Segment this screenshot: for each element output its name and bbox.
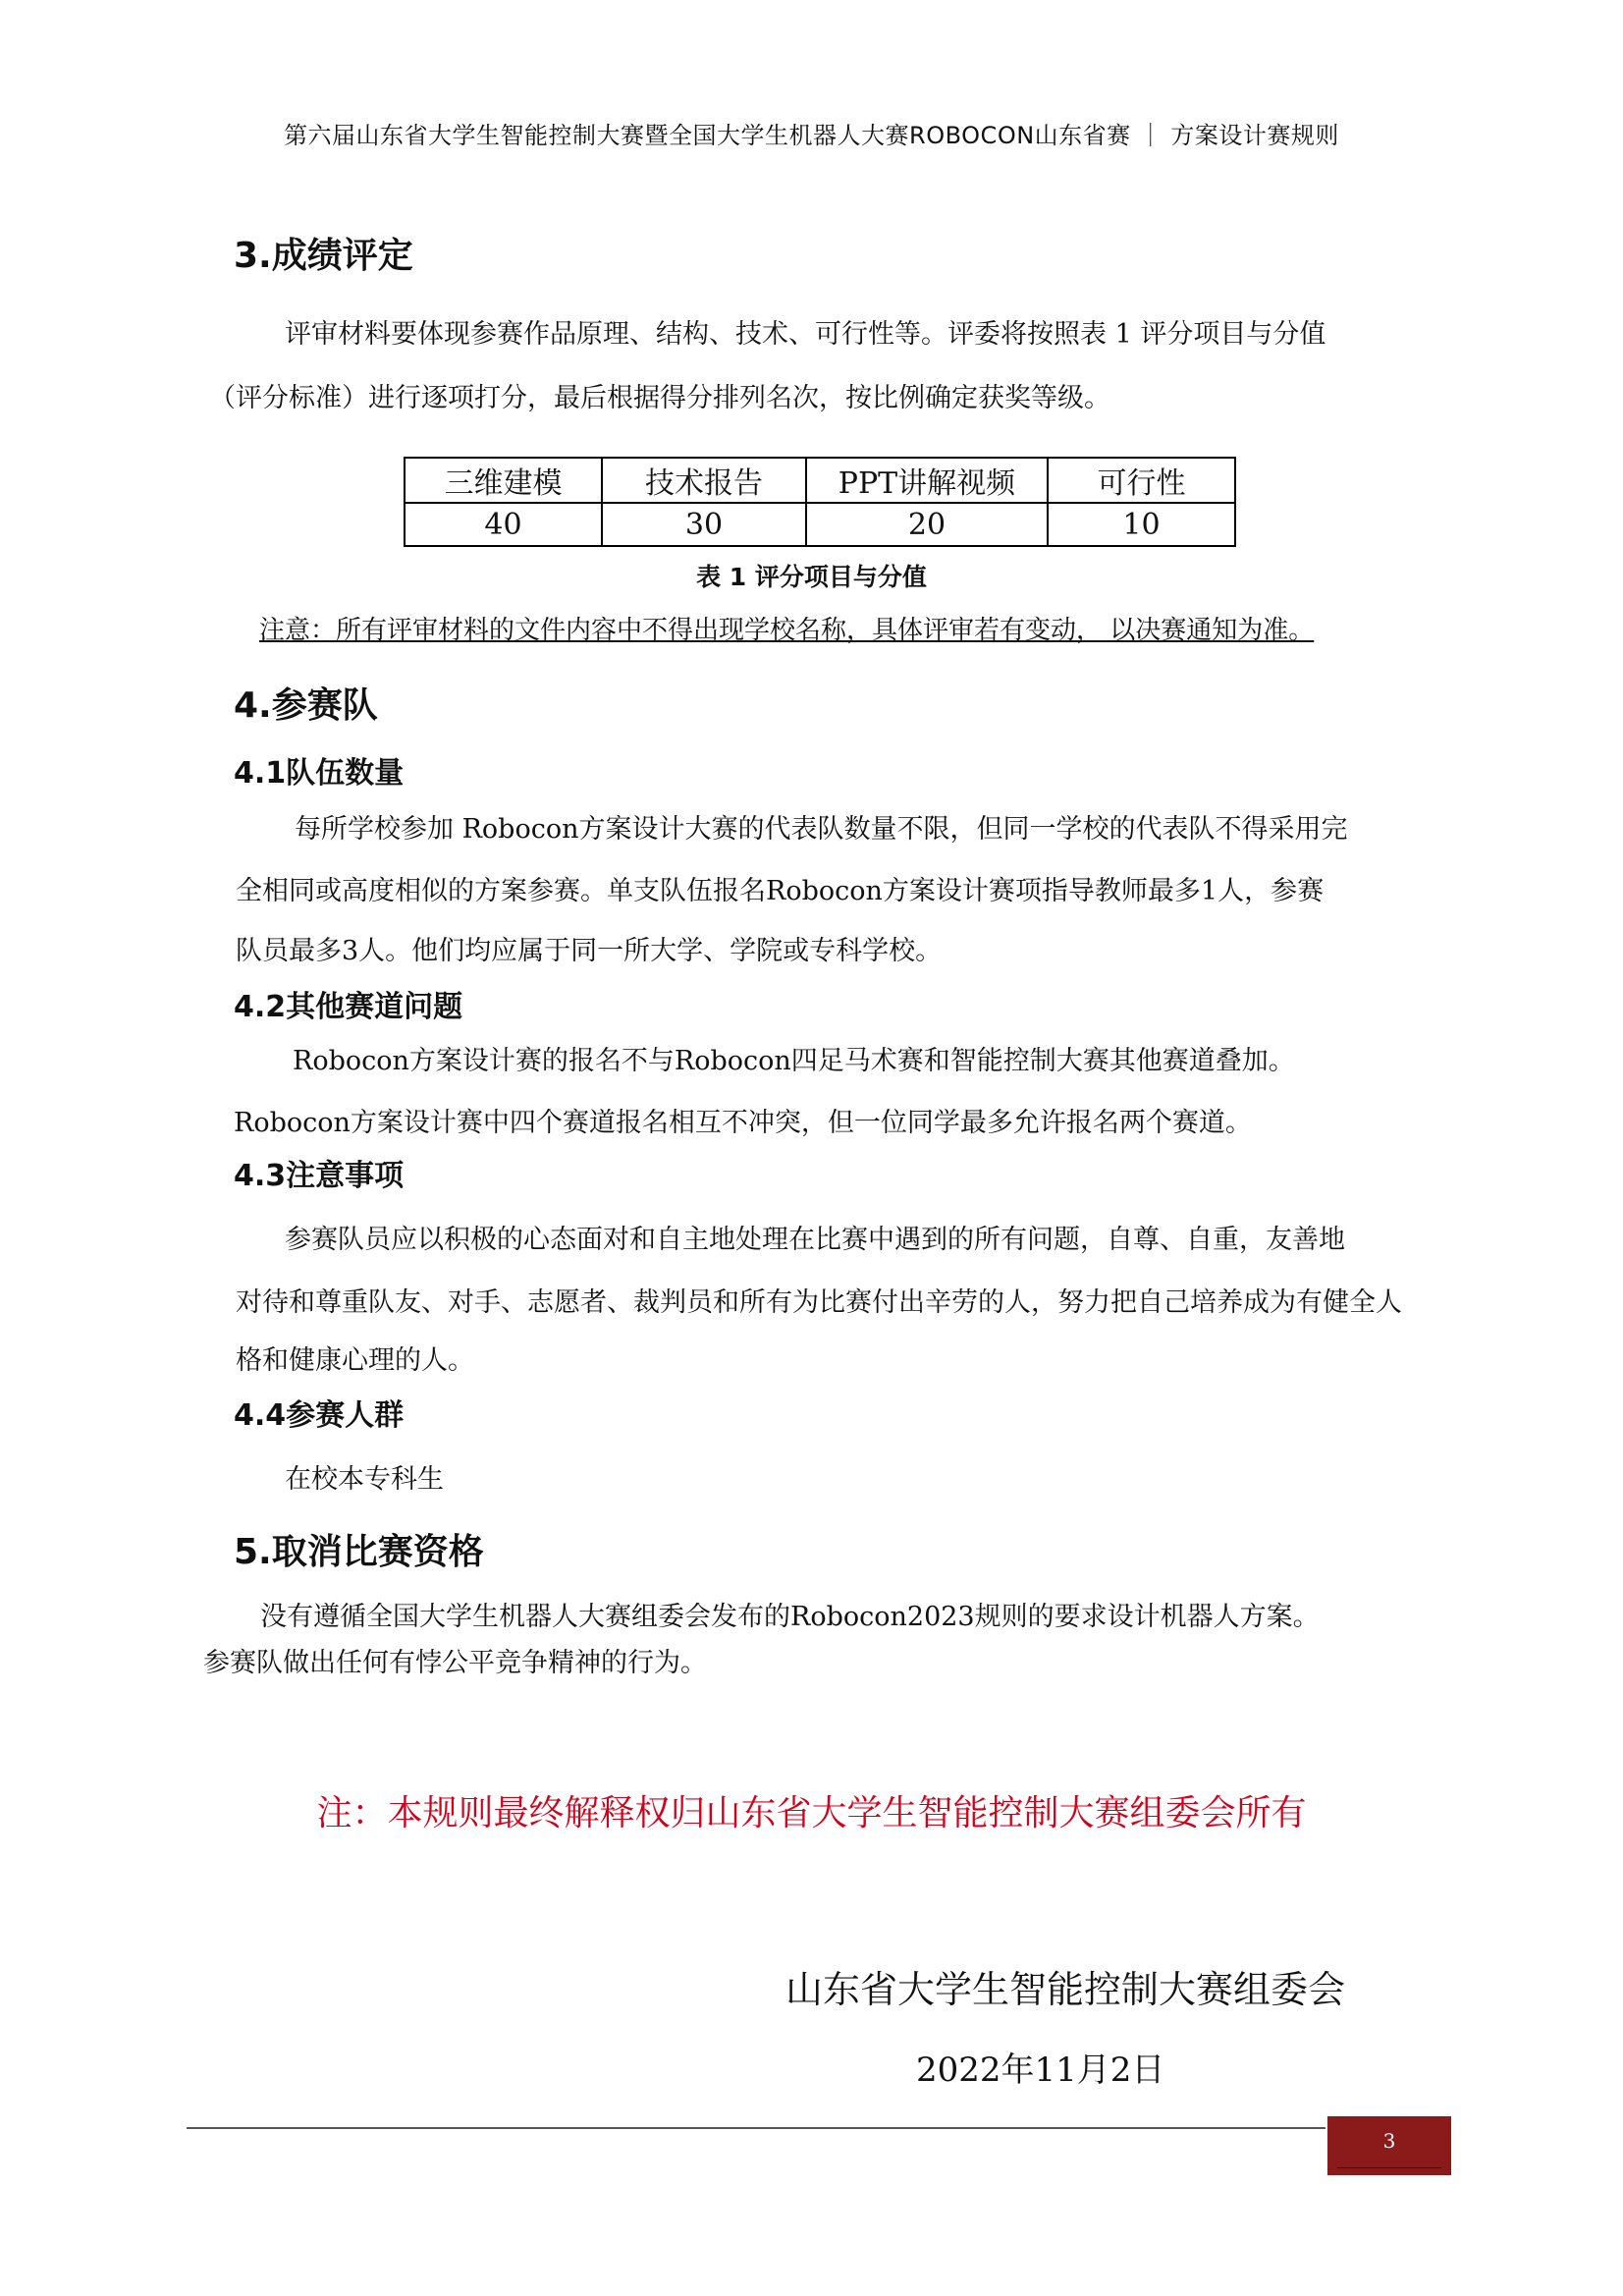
section-3-line-1: 评审材料要体现参赛作品原理、结构、技术、可行性等。评委将按照表 1 评分项目与分值	[285, 319, 1326, 350]
section-4-2-heading: 4.2其他赛道问题	[234, 990, 463, 1024]
footer-divider	[187, 2127, 1325, 2129]
score-value-cell: 10	[1048, 503, 1235, 546]
section-4-1-line-3: 队员最多3人。他们均应属于同一所大学、学院或专科学校。	[236, 936, 943, 966]
table-caption: 表 1 评分项目与分值	[696, 563, 927, 591]
score-value-cell: 40	[405, 503, 602, 546]
section-4-2-line-1: Robocon方案设计赛的报名不与Robocon四足马术赛和智能控制大赛其他赛道叠加。	[293, 1046, 1295, 1076]
section-4-3-heading: 4.3注意事项	[234, 1159, 405, 1193]
score-value-cell: 30	[602, 503, 806, 546]
page-number: 3	[1382, 2129, 1396, 2153]
score-value-cell: 20	[806, 503, 1048, 546]
page-number-underline	[1337, 2167, 1441, 2168]
section-4-3-line-3: 格和健康心理的人。	[236, 1345, 474, 1376]
score-table	[404, 457, 1236, 547]
review-note: 注意：所有评审材料的文件内容中不得出现学校名称，具体评审若有变动， 以决赛通知为准。	[259, 616, 1315, 645]
signature-org: 山东省大学生智能控制大赛组委会	[785, 1968, 1346, 2011]
section-3-line-2: （评分标准）进行逐项打分，最后根据得分排列名次，按比例确定获奖等级。	[209, 383, 1110, 413]
score-table-value-row	[405, 503, 1235, 546]
section-4-1-line-2: 全相同或高度相似的方案参赛。单支队伍报名Robocon方案设计赛项指导教师最多1人，参赛	[236, 876, 1325, 906]
section-4-3-line-2: 对待和尊重队友、对手、志愿者、裁判员和所有为比赛付出辛劳的人，努力把自己培养成为有健全人	[236, 1287, 1402, 1318]
score-header-cell: 技术报告	[602, 458, 806, 503]
section-4-2-line-2: Robocon方案设计赛中四个赛道报名相互不冲突，但一位同学最多允许报名两个赛道。	[234, 1108, 1252, 1138]
section-5-line-2: 参赛队做出任何有悖公平竞争精神的行为。	[203, 1648, 707, 1678]
section-4-heading: 4.参赛队	[234, 685, 378, 726]
section-5-line-1: 没有遵循全国大学生机器人大赛组委会发布的Robocon2023规则的要求设计机器人方案。	[260, 1602, 1320, 1632]
section-4-4-heading: 4.4参赛人群	[234, 1398, 405, 1433]
section-4-1-line-1: 每所学校参加 Robocon方案设计大赛的代表队数量不限，但同一学校的代表队不得采用完	[295, 814, 1348, 845]
score-header-cell: PPT讲解视频	[806, 458, 1048, 503]
section-4-1-heading: 4.1队伍数量	[234, 756, 405, 791]
score-header-cell: 三维建模	[405, 458, 602, 503]
section-3-heading: 3.成绩评定	[234, 236, 413, 276]
section-4-3-line-1: 参赛队员应以积极的心态面对和自主地处理在比赛中遇到的所有问题，自尊、自重，友善地	[285, 1225, 1345, 1255]
score-header-cell: 可行性	[1048, 458, 1235, 503]
score-table-header-row	[405, 458, 1235, 503]
page-header: 第六届山东省大学生智能控制大赛暨全国大学生机器人大赛ROBOCON山东省赛 ｜ 方案设计赛规则	[284, 122, 1339, 149]
section-5-heading: 5.取消比赛资格	[234, 1532, 484, 1572]
final-interpretation-note: 注：本规则最终解释权归山东省大学生智能控制大赛组委会所有	[316, 1793, 1307, 1833]
signature-date: 2022年11月2日	[916, 2050, 1165, 2090]
section-4-4-line-1: 在校本专科生	[285, 1464, 444, 1495]
